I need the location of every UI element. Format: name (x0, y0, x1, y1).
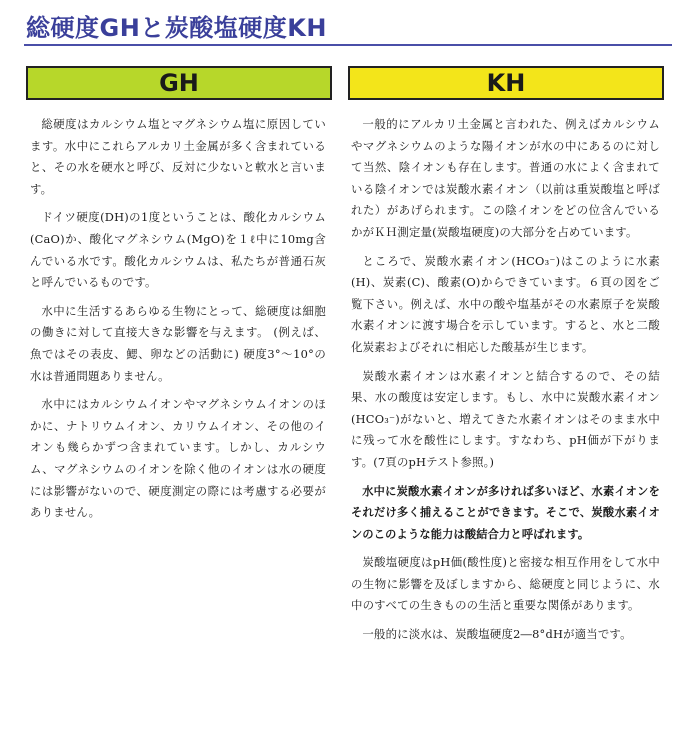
kh-header: KH (348, 66, 664, 100)
kh-bold-paragraph: 水中に炭酸水素イオンが多ければ多いほど、水素イオンをそれだけ多く捕えることができます。そこで、炭酸水素イオンのこのような能力は酸結合力と呼ばれます。 (351, 484, 660, 541)
gh-paragraph: 総硬度はカルシウム塩とマグネシウム塩に原因しています。水中にこれらアルカリ土金属が多く含まれていると、その水を硬水と呼び、反対に少ないと軟水と言います。 (30, 117, 326, 196)
kh-paragraph: 炭酸水素イオンは水素イオンと結合するので、その結果、水の酸度は安定します。もし、水中に炭酸水素イオン(HCO₃⁻)がないと、増えてきた水素イオンはそのまま水中に残って水を酸性にします。すなわち、pH価が下がります。(7頁のpHテスト参照。) (351, 368, 660, 469)
gh-header: GH (26, 66, 332, 100)
kh-paragraph: 一般的にアルカリ土金属と言われた、例えばカルシウムやマグネシウムのような陽イオンが水の中にあるのに対して当然、陰イオンも存在します。普通の水によく含まれている陰イオンでは炭酸水素イオン（以前は重炭酸塩と呼ばれた）があげられます。この陰イオンをどの位含んでいるかがＫＨ測定量(炭酸塩硬度)の大部分を占めています。 (351, 117, 660, 239)
kh-paragraph: 炭酸塩硬度はpH価(酸性度)と密接な相互作用をして水中の生物に影響を及ぼしますから、総硬度と同じように、水中のすべての生きものの生活と重要な関係があります。 (351, 555, 660, 613)
kh-paragraph: 一般的に淡水は、炭酸塩硬度2―8°dHが適当です。 (362, 627, 632, 642)
gh-paragraph: 水中にはカルシウムイオンやマグネシウムイオンのほかに、ナトリウムイオン、カリウムイオン、その他のイオンも幾らかずつ含まれています。しかし、カルシウム、マグネシウムのイオンを除く他のイオンは水の硬度には影響がないので、硬度測定の際には考慮する必要がありません。 (30, 397, 326, 520)
kh-paragraph: ところで、炭酸水素イオン(HCO₃⁻)はこのように水素(H)、炭素(C)、酸素(O)からできています。６頁の図をご覧下さい。例えば、水中の酸や塩基がその水素原子を炭酸水素イオンに渡す場合を示しています。すると、水と二酸化炭素およびそれに相応した酸基が生じます。 (351, 253, 660, 354)
gh-column (30, 114, 326, 524)
title-divider (24, 44, 672, 46)
gh-paragraph: 水中に生活するあらゆる生物にとって、総硬度は細胞の働きに対して直接大きな影響を与えます。 (例えば、魚ではその表皮、鰓、卵などの活動に) 硬度3°～10°の水は普通問題ありません。 (30, 303, 326, 383)
kh-column (351, 114, 660, 646)
page-title: 総硬度GHと炭酸塩硬度KH (26, 14, 327, 42)
gh-paragraph: ドイツ硬度(DH)の1度ということは、酸化カルシウム(CaO)か、酸化マグネシウム(MgO)を１ℓ中に10mg含んでいる水です。酸化カルシウムは、私たちが普通石灰と呼んでいるものです。 (30, 210, 326, 290)
